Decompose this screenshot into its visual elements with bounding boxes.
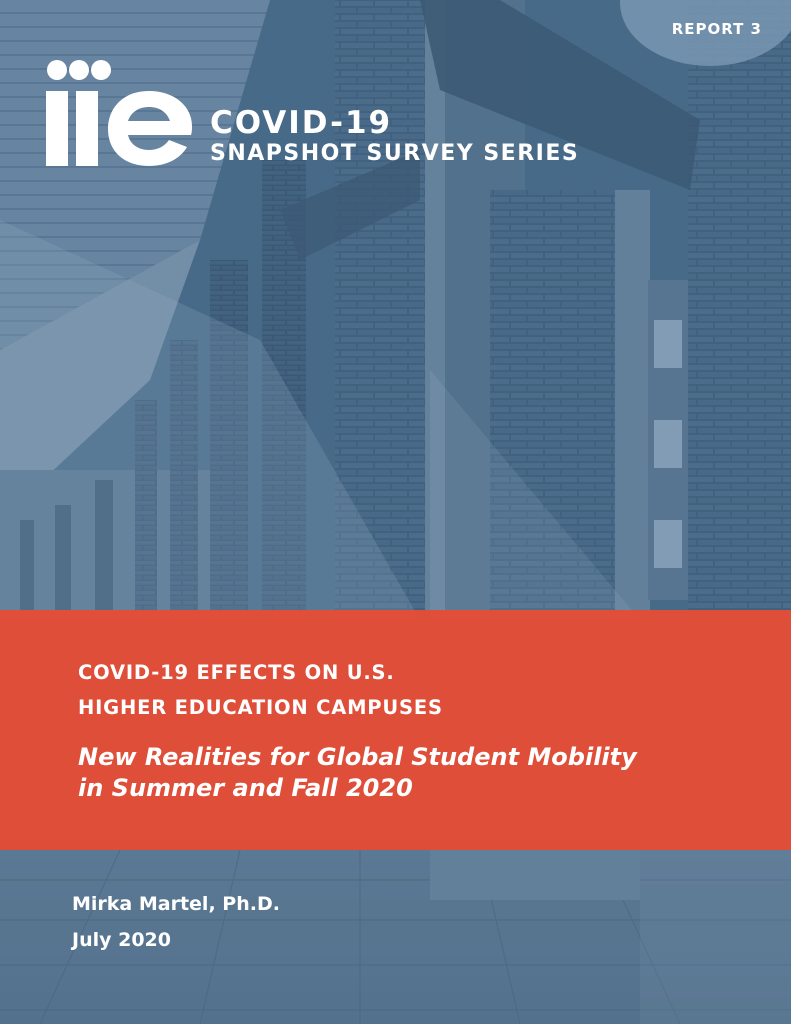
series-title <box>210 105 580 166</box>
report-heading-line2: HIGHER EDUCATION CAMPUSES <box>78 696 443 719</box>
series-title-line2: SNAPSHOT SURVEY SERIES <box>210 141 580 166</box>
series-title-line1: COVID-19 <box>210 105 393 141</box>
report-subtitle-line2: in Summer and Fall 2020 <box>78 774 413 802</box>
title-banner <box>0 610 791 850</box>
report-number: REPORT 3 <box>671 20 762 38</box>
publication-date: July 2020 <box>72 929 171 951</box>
report-subtitle-line1: New Realities for Global Student Mobility <box>78 743 637 771</box>
report-heading-line1: COVID-19 EFFECTS ON U.S. <box>78 661 395 684</box>
iie-logo <box>46 58 196 166</box>
author-name: Mirka Martel, Ph.D. <box>72 893 280 915</box>
report-heading <box>78 655 443 725</box>
report-subtitle <box>78 742 637 804</box>
